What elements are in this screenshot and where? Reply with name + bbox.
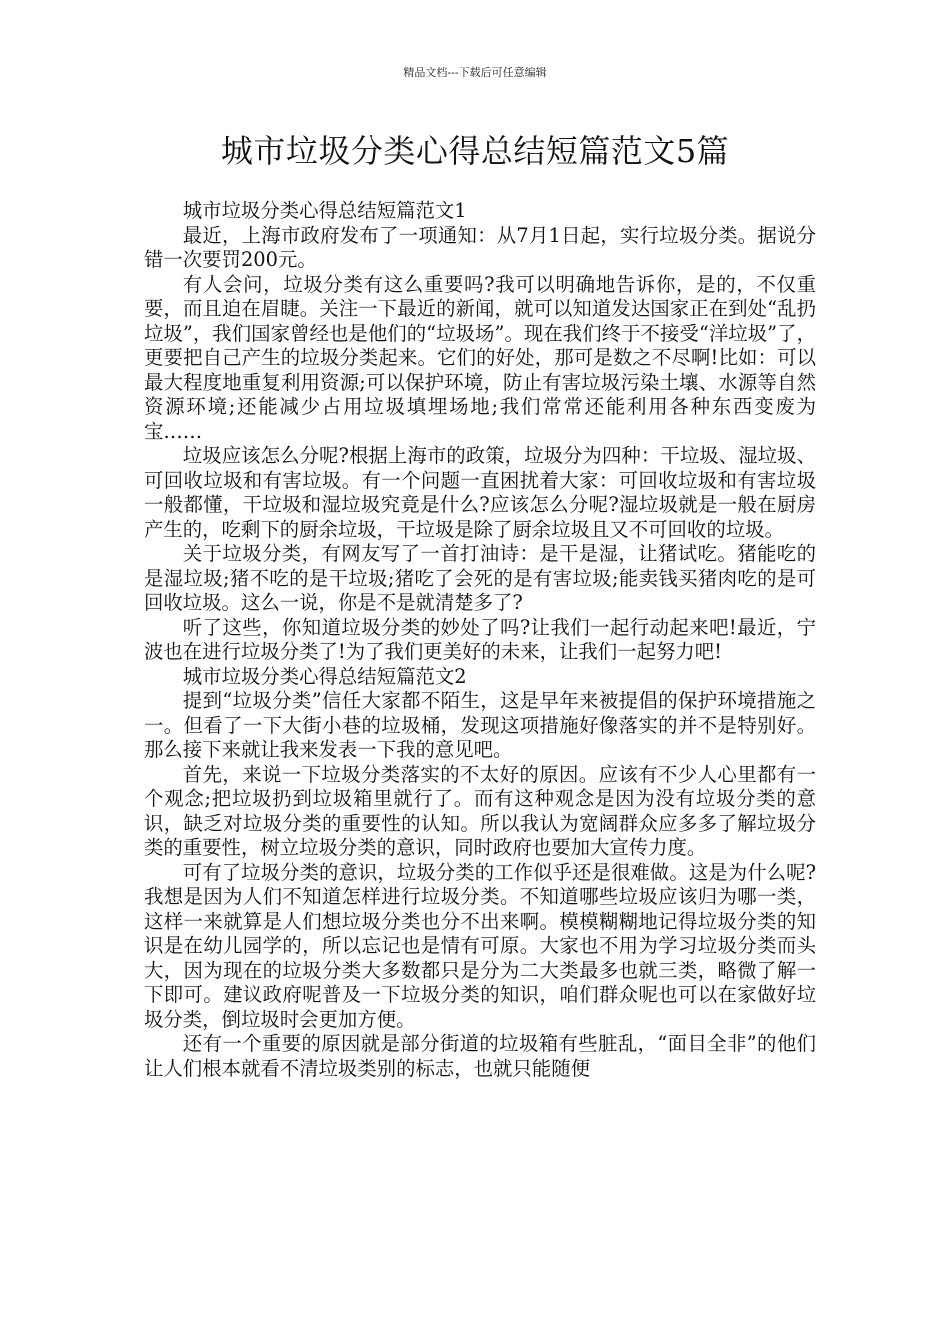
section-heading-2: 城市垃圾分类心得总结短篇范文2 <box>182 664 467 688</box>
document-title: 城市垃圾分类心得总结短篇范文5篇 <box>220 132 730 170</box>
body-paragraph: 关于垃圾分类，有网友写了一首打油诗：是干是湿，让猪试吃。猪能吃的是湿垃圾;猪不吃的是干垃圾;猪吃了会死的是有害垃圾;能卖钱买猪肉吃的是可回收垃圾。这么一说，你是不是就清楚多了? <box>144 542 816 614</box>
section-heading-1: 城市垃圾分类心得总结短篇范文1 <box>182 199 467 222</box>
body-paragraph: 垃圾应该怎么分呢?根据上海市的政策，垃圾分为四种：干垃圾、湿垃圾、可回收垃圾和有害垃圾。有一个问题一直困扰着大家：可回收垃圾和有害垃圾一般都懂，干垃圾和湿垃圾究竟是什么?应该怎么分呢?湿垃圾就是一般在厨房产生的，吃剩下的厨余垃圾，干垃圾是除了厨余垃圾且又不可回收的垃圾。 <box>144 444 816 541</box>
header-note: 精品文档---下载后可任意编辑 <box>403 66 547 79</box>
body-paragraph: 还有一个重要的原因就是部分街道的垃圾箱有些脏乱，“面目全非”的他们让人们根本就看不清垃圾类别的标志，也就只能随便 <box>144 1032 816 1080</box>
body-paragraph: 有人会问，垃圾分类有这么重要吗?我可以明确地告诉你，是的，不仅重要，而且迫在眉睫。关注一下最近的新闻，就可以知道发达国家正在到处“乱扔垃圾”，我们国家曾经也是他们的“垃圾场”。现在我们终于不接受“洋垃圾”了，更要把自己产生的垃圾分类起来。它们的好处，那可是数之不尽啊!比如：可以最大程度地重复利用资源;可以保护环境，防止有害垃圾污染土壤、水源等自然资源环境;还能减少占用垃圾填埋场地;我们常常还能利用各种东西变废为宝…… <box>144 272 816 443</box>
body-paragraph: 听了这些，你知道垃圾分类的妙处了吗?让我们一起行动起来吧!最近，宁波也在进行垃圾分类了!为了我们更美好的未来，让我们一起努力吧! <box>144 615 816 663</box>
body-paragraph: 最近，上海市政府发布了一项通知：从7月1日起，实行垃圾分类。据说分错一次要罚200元。 <box>144 223 816 271</box>
document-body <box>144 199 816 1081</box>
body-paragraph: 提到“垃圾分类”信任大家都不陌生，这是早年来被提倡的保护环境措施之一。但看了一下大街小巷的垃圾桶，发现这项措施好像落实的并不是特别好。那么接下来就让我来发表一下我的意见吧。 <box>144 689 816 761</box>
body-paragraph: 可有了垃圾分类的意识，垃圾分类的工作似乎还是很难做。这是为什么呢?我想是因为人们不知道怎样进行垃圾分类。不知道哪些垃圾应该归为哪一类，这样一来就算是人们想垃圾分类也分不出来啊。模模糊糊地记得垃圾分类的知识是在幼儿园学的，所以忘记也是情有可原。大家也不用为学习垃圾分类而头大，因为现在的垃圾分类大多数都只是分为二大类最多也就三类，略微了解一下即可。建议政府呢普及一下垃圾分类的知识，咱们群众呢也可以在家做好垃圾分类，倒垃圾时会更加方便。 <box>144 860 816 1031</box>
body-paragraph: 首先，来说一下垃圾分类落实的不太好的原因。应该有不少人心里都有一个观念;把垃圾扔到垃圾箱里就行了。而有这种观念是因为没有垃圾分类的意识，缺乏对垃圾分类的重要性的认知。所以我认为宽阔群众应多多了解垃圾分类的重要性，树立垃圾分类的意识，同时政府也要加大宣传力度。 <box>144 762 816 859</box>
